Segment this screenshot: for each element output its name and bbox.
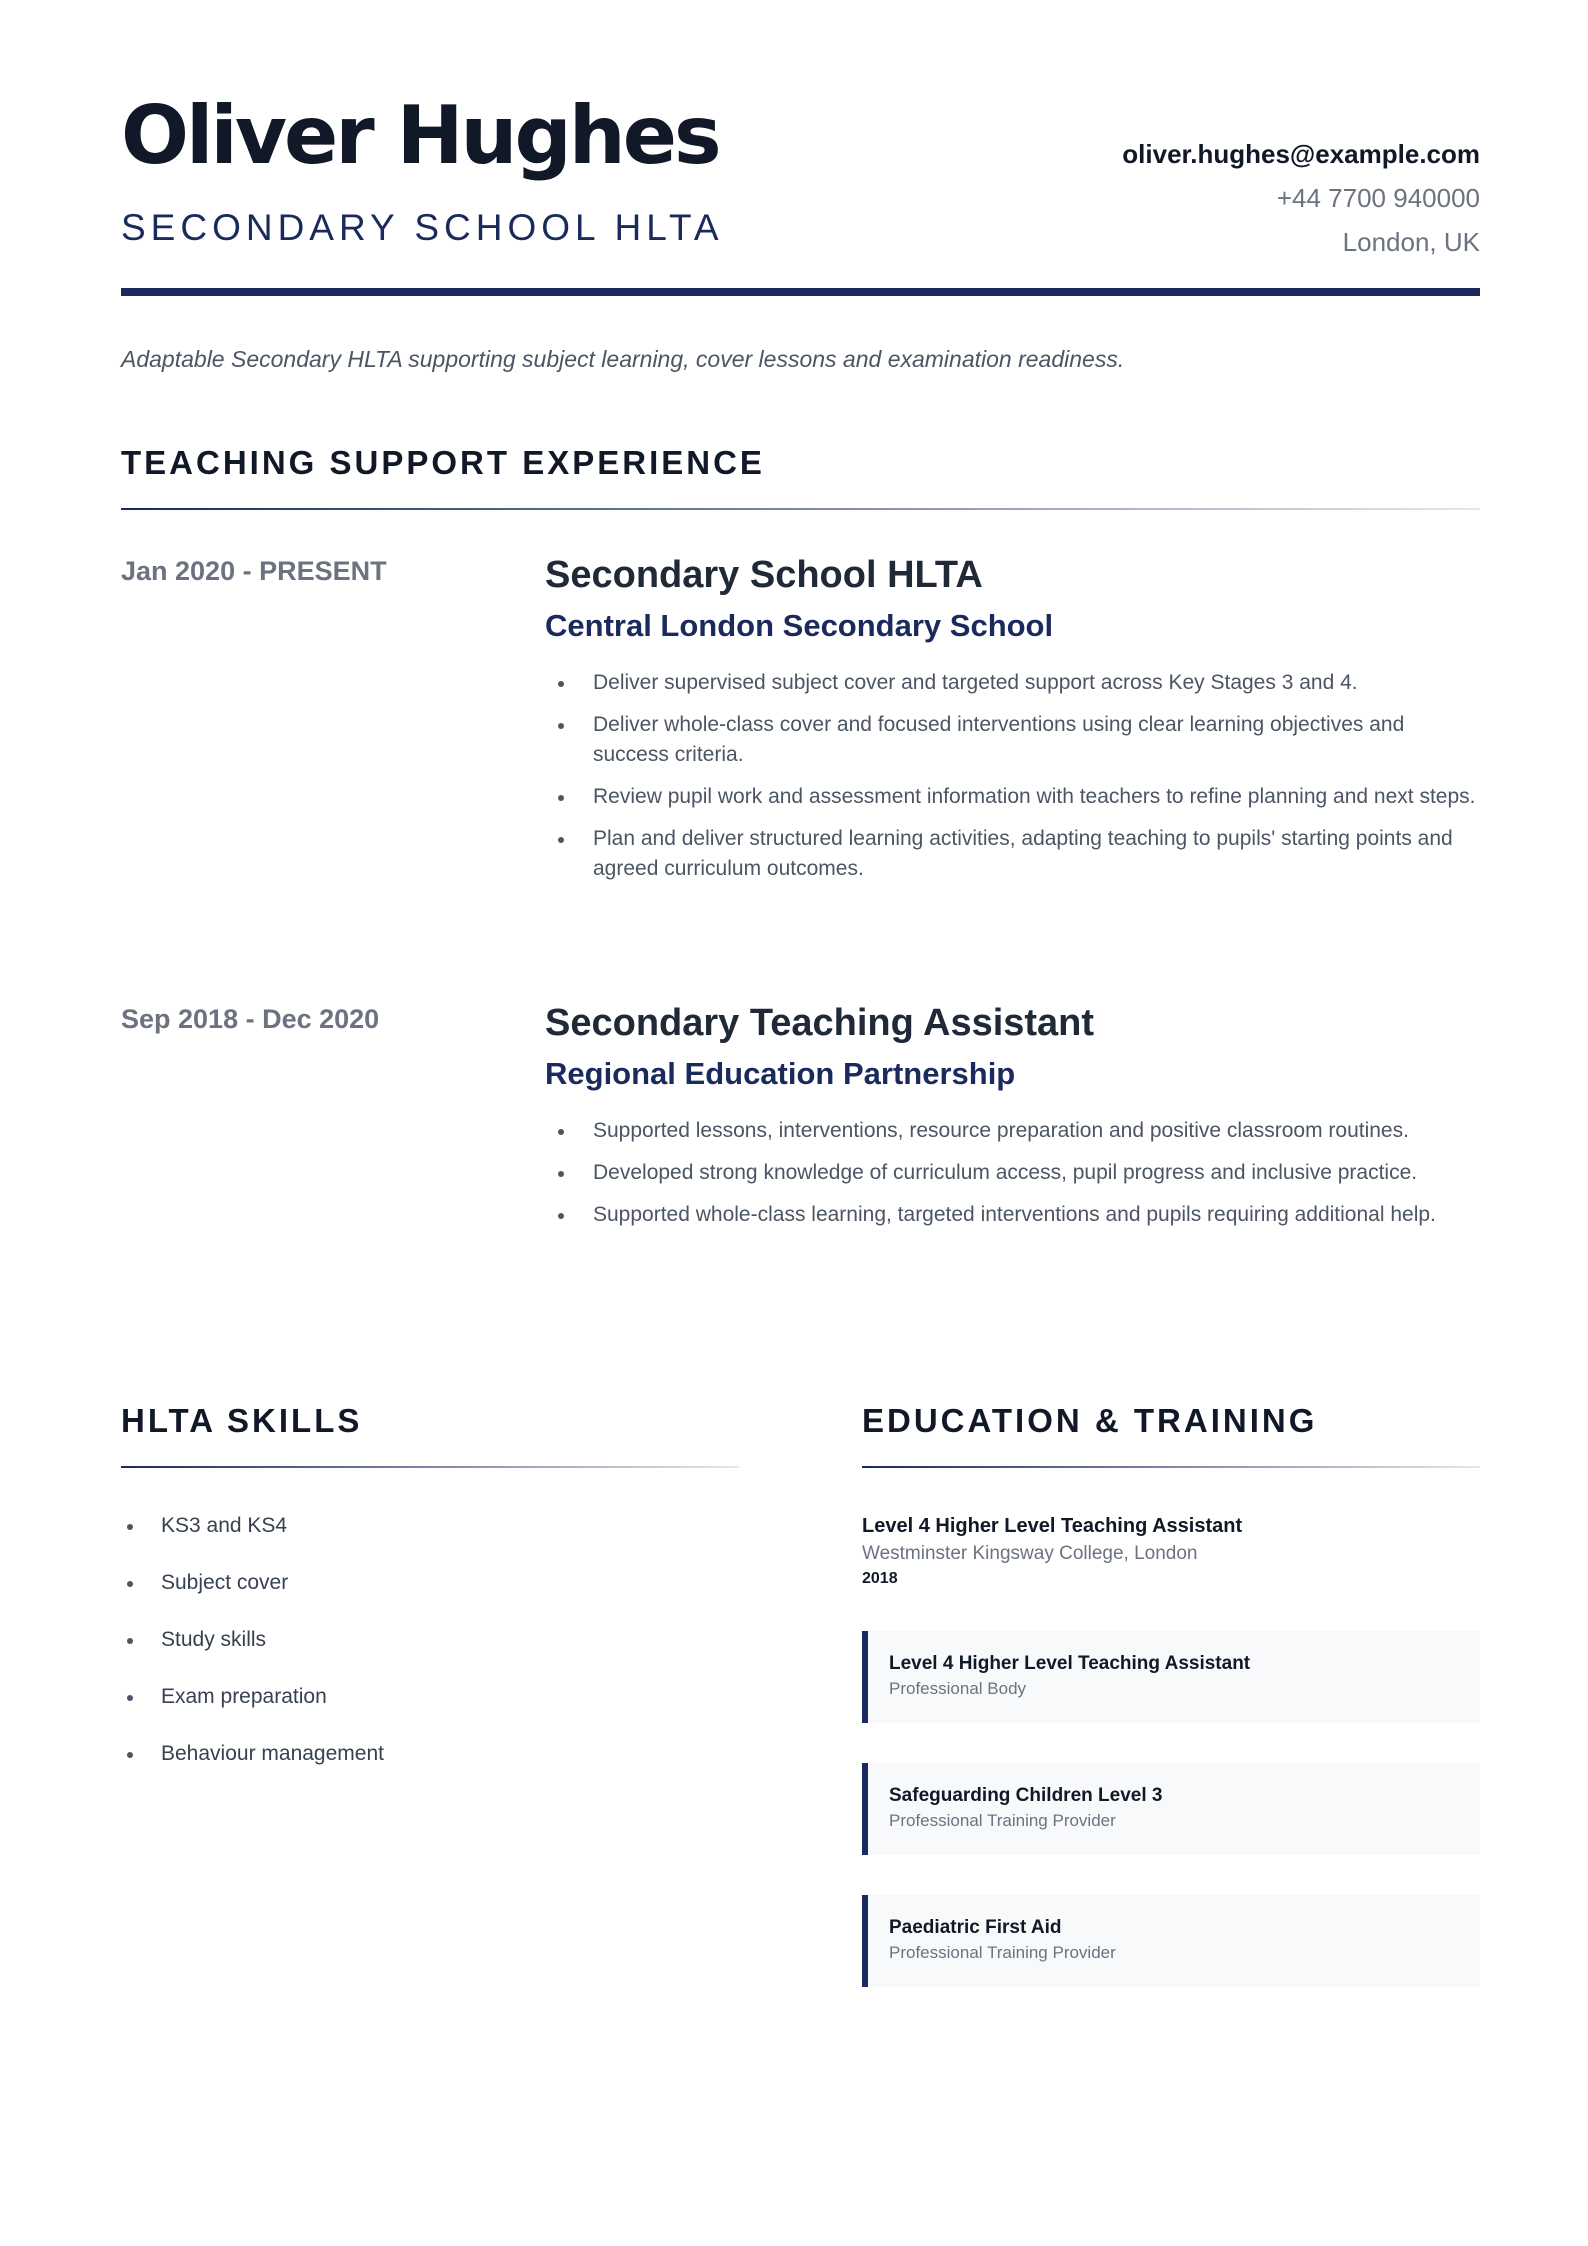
experience-section-divider [121,508,1480,510]
responsibility-item: Deliver supervised subject cover and targeted support across Key Stages 3 and 4. [545,668,1480,698]
contact-block [1122,132,1480,264]
experience-section-title: TEACHING SUPPORT EXPERIENCE [121,444,765,481]
certification-issuer: Professional Training Provider [889,1811,1116,1830]
job-responsibilities [545,668,1480,884]
skill-item: Behaviour management [121,1740,384,1797]
job-organisation: Central London Secondary School [545,607,1054,643]
certification-title: Level 4 Higher Level Teaching Assistant [889,1653,1251,1674]
certification-issuer: Professional Body [889,1679,1027,1698]
skill-item: Study skills [121,1626,384,1683]
profile-summary: Adaptable Secondary HLTA supporting subject learning, cover lessons and examination readiness. [121,346,1125,372]
job-details [545,1004,1480,1242]
responsibility-item: Supported lessons, interventions, resource preparation and positive classroom routines. [545,1116,1480,1146]
skills-section-title: HLTA SKILLS [121,1402,363,1439]
job-date: Jan 2020 - PRESENT [121,556,387,586]
candidate-role: SECONDARY SCHOOL HLTA [121,207,724,248]
qualification-title: Level 4 Higher Level Teaching Assistant [862,1515,1243,1537]
responsibility-item: Deliver whole-class cover and focused interventions using clear learning objectives and success criteria. [545,710,1480,770]
contact-email[interactable]: oliver.hughes@example.com [1122,139,1480,169]
skills-list [121,1512,384,1797]
education-entry [862,1512,1480,1590]
certification-card [862,1631,1480,1723]
job-details [545,556,1480,896]
responsibility-item: Supported whole-class learning, targeted interventions and pupils requiring additional help. [545,1200,1480,1230]
qualification-year: 2018 [862,1570,898,1587]
job-responsibilities [545,1116,1480,1230]
skill-item: Subject cover [121,1569,384,1626]
responsibility-item: Developed strong knowledge of curriculum access, pupil progress and inclusive practice. [545,1158,1480,1188]
job-date: Sep 2018 - Dec 2020 [121,1004,380,1034]
education-section-title: EDUCATION & TRAINING [862,1402,1318,1439]
responsibility-item: Plan and deliver structured learning activities, adapting teaching to pupils' starting points and agreed curriculum outcomes. [545,824,1480,884]
header-divider [121,288,1480,296]
responsibility-item: Review pupil work and assessment information with teachers to refine planning and next steps. [545,782,1480,812]
skill-item: Exam preparation [121,1683,384,1740]
job-organisation: Regional Education Partnership [545,1055,1016,1091]
certification-card [862,1895,1480,1987]
skills-section-divider [121,1466,739,1468]
candidate-name: Oliver Hughes [121,89,719,182]
certification-title: Safeguarding Children Level 3 [889,1785,1163,1806]
job-title: Secondary Teaching Assistant [545,1002,1095,1044]
job-title: Secondary School HLTA [545,554,983,596]
certification-card [862,1763,1480,1855]
contact-location: London, UK [1342,227,1480,257]
skill-item: KS3 and KS4 [121,1512,384,1569]
qualification-institution: Westminster Kingsway College, London [862,1543,1198,1564]
education-section-divider [862,1466,1480,1468]
certification-title: Paediatric First Aid [889,1917,1062,1938]
contact-phone: +44 7700 940000 [1276,183,1480,213]
certification-issuer: Professional Training Provider [889,1943,1116,1962]
